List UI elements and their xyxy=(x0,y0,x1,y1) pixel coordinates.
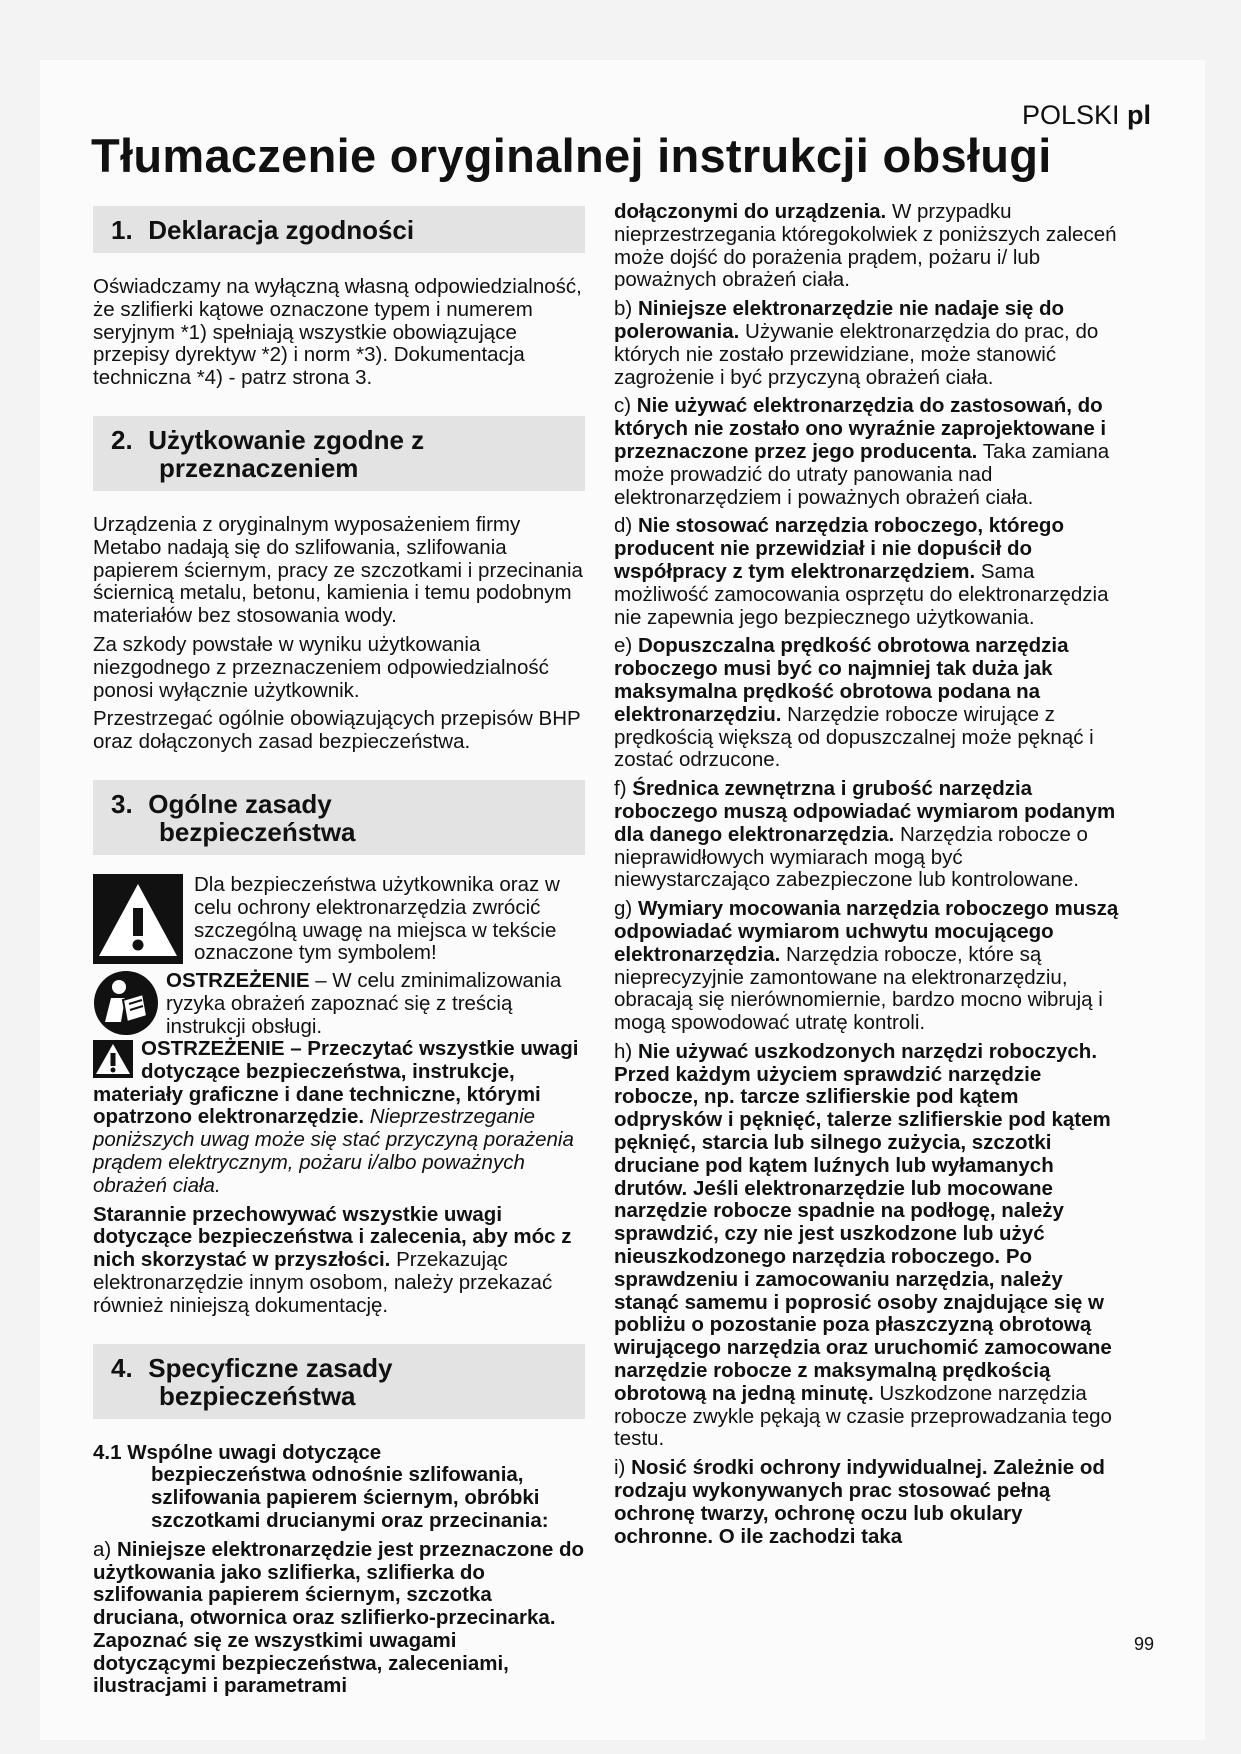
read-manual-warning: OSTRZEŻENIE – W celu zminimalizowania ryzyka obrażeń zapoznać się z treścią instrukcji obsługi. xyxy=(93,970,585,1038)
item-c: c) Nie używać elektronarzędzia do zastosowań, do których nie zostało ono wyraźnie zaprojektowane i przeznaczone przez jego producenta. Taka zamiana może prowadzić do utraty panowania nad elektronarzędziem i poważnych obrażeń ciała. xyxy=(614,394,1110,509)
read-all-warnings: OSTRZEŻENIE – Przeczytać wszystkie uwagi dotyczące bezpieczeństwa, instrukcje, materiały graficzne i dane techniczne, którymi opatrzono elektronarzędzie. Nieprzestrzeganie poniższych uwag może się stać przyczyną porażenia prądem elektrycznym, pożaru i/albo poważnych obrażeń ciała. xyxy=(93,1036,579,1197)
item-a: a) Niniejsze elektronarzędzie jest przeznaczone do użytkowania jako szlifierka, szlifierka do szlifowania papierem ściernym, szczotka druciana, otwornica oraz szlifierko-przecinarka. Zapoznać się ze wszystkimi uwagami dotyczącymi bezpieczeństwa, zaleceniami, ilustracjami i parametrami xyxy=(93,1537,585,1698)
subsection-4-1-heading: 4.1 Wspólne uwagi dotyczące bezpieczeństwa odnośnie szlifowania, szlifowania papierem ściernym, obróbki szczotkami drucianymi oraz przecinania: xyxy=(93,1440,549,1532)
page-title: Tłumaczenie oryginalnej instrukcji obsługi xyxy=(91,129,1052,182)
left-column xyxy=(93,206,585,1704)
item-b: b) Niniejsze elektronarzędzie nie nadaje się do polerowania. Używanie elektronarzędzia do prac, do których nie zostało przewidziane, może stanowić zagrożenie i być przyczyną obrażeń ciała. xyxy=(614,297,1099,389)
item-i: i) Nosić środki ochrony indywidualnej. Zależnie od rodzaju wykonywanych prac stosować pełną ochronę twarzy, ochronę oczu lub okulary ochronne. O ile zachodzi taka xyxy=(614,1456,1105,1548)
section-1-text: Oświadczamy na wyłączną własną odpowiedzialność, że szlifierki kątowe oznaczone typem i numerem seryjnym *1) spełniają wszystkie obowiązujące przepisy dyrektyw *2) i norm *3). Dokumentacja techniczna *4) - patrz strona 3. xyxy=(93,275,582,390)
language-label: POLSKI pl xyxy=(1021,100,1151,130)
page-number: 99 xyxy=(1134,1634,1155,1654)
item-e: e) Dopuszczalna prędkość obrotowa narzędzia roboczego musi być co najmniej tak duża jak maksymalna prędkość obrotowa podana na elektronarzędziu. Narzędzie robocze wirujące z prędkością większą od dopuszczalnej może pęknąć i zostać odrzucone. xyxy=(614,634,1094,772)
read-manual-icon xyxy=(93,970,159,1036)
item-d: d) Nie stosować narzędzia roboczego, którego producent nie przewidział i nie dopuścił do współpracy z tym elektronarzędziem. Sama możliwość zamocowania osprzętu do elektronarzędzia nie zapewnia jego bezpiecznego użytkowania. xyxy=(614,514,1109,629)
section-3-heading: 3. Ogólne zasady bezpieczeństwa xyxy=(93,780,585,855)
warning-triangle-icon xyxy=(93,874,183,964)
right-column xyxy=(614,201,1119,1554)
section-4-heading: 4. Specyficzne zasady bezpieczeństwa xyxy=(93,1344,585,1419)
section-2-heading: 2. Użytkowanie zgodne z przeznaczeniem xyxy=(93,416,585,491)
section-2-text-2: Za szkody powstałe w wyniku użytkowania niezgodnego z przeznaczeniem odpowiedzialność ponosi wyłącznie użytkownik. xyxy=(93,632,549,702)
item-h: h) Nie używać uszkodzonych narzędzi roboczych. Przed każdym użyciem sprawdzić narzędzie robocze, np. tarcze szlifierskie pod kątem odprysków i pęknięć, talerze szlifierskie pod kątem pęknięć, starcia lub silnego zużycia, szczotki druciane pod kątem luźnych lub wyłamanych drutów. Jeśli elektronarzędzie lub mocowane narzędzie robocze spadnie na podłogę, należy sprawdzić, czy nie jest uszkodzone lub użyć nieuszkodzonego narzędzia roboczego. Po sprawdzeniu i zamocowaniu narzędzia, należy stanąć samemu i poprosić osoby znajdujące się w pobliżu o pozostanie poza płaszczyzną obrotową wirującego narzędzia oraz uruchomić zamocowane narzędzie robocze z maksymalną prędkością obrotową na jedną minutę. Uszkodzone narzędzia robocze zwykle pękają w czasie przeprowadzania tego testu. xyxy=(614,1039,1112,1451)
section-2-text-3: Przestrzegać ogólnie obowiązujących przepisów BHP oraz dołączonych zasad bezpieczeństwa. xyxy=(93,707,581,754)
section-2-text-1: Urządzenia z oryginalnym wyposażeniem firmy Metabo nadają się do szlifowania, szlifowania papierem ściernym, pracy ze szczotkami i przecinania ściernicą metalu, betonu, kamienia i temu podobnym materiałów bez stosowania wody. xyxy=(93,512,583,628)
section-1-heading: 1. Deklaracja zgodności xyxy=(93,206,585,253)
keep-instructions-note: Starannie przechowywać wszystkie uwagi dotyczące bezpieczeństwa i zalecenia, aby móc z nich skorzystać w przyszłości. Przekazując elektronarzędzie innym osobom, należy przekazać również niniejszą dokumentację. xyxy=(93,1202,572,1317)
safety-symbol-note: Dla bezpieczeństwa użytkownika oraz w celu ochrony elektronarzędzia zwrócić szczególną uwagę na miejsca w tekście oznaczone tym symbolem! xyxy=(93,874,585,970)
item-g: g) Wymiary mocowania narzędzia roboczego muszą odpowiadać wymiarom uchwytu mocującego elektronarzędzia. Narzędzia robocze, które są nieprecyzyjnie zamontowane na elektronarzędziu, obracają się nierównomiernie, bardzo mocno wibrują i mogą spowodować utratę kontroli. xyxy=(614,897,1119,1035)
warning-triangle-icon xyxy=(93,1040,133,1078)
item-f: f) Średnica zewnętrzna i grubość narzędzia roboczego muszą odpowiadać wymiarom podanym dla danego elektronarzędzia. Narzędzia robocze o nieprawidłowych wymiarach mogą być niewystarczająco zabezpieczone lub kontrolowane. xyxy=(614,777,1116,892)
item-a-continued: dołączonymi do urządzenia. W przypadku nieprzestrzegania któregokolwiek z poniższych zaleceń może dojść do porażenia prądem, pożaru i/ lub poważnych obrażeń ciała. xyxy=(614,200,1117,292)
